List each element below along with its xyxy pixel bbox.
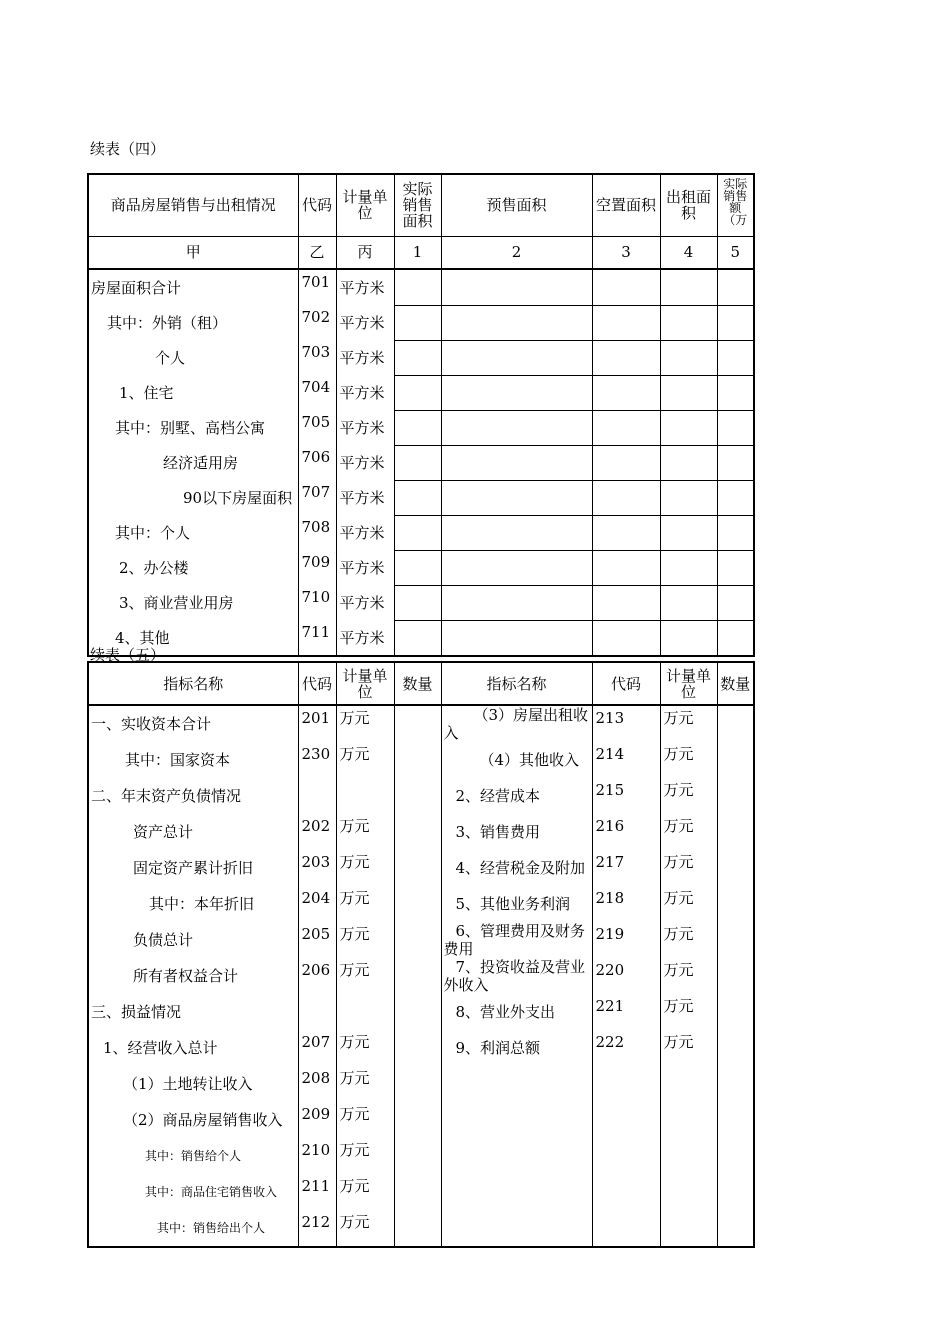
empty-cell — [592, 1138, 660, 1174]
row-name: 90以下房屋面积 — [88, 480, 298, 515]
cell-quantity-right[interactable] — [717, 742, 754, 778]
row-name-right: 7、投资收益及营业外收入 — [441, 958, 592, 994]
cell-quantity-right[interactable] — [717, 922, 754, 958]
header-unit: 计量单位 — [336, 662, 394, 705]
header-code-right: 代码 — [592, 662, 660, 705]
row-unit — [336, 778, 394, 814]
cell-quantity[interactable] — [394, 922, 441, 958]
row-unit: 万元 — [336, 742, 394, 778]
row-unit: 万元 — [336, 1174, 394, 1210]
row-unit: 平方米 — [336, 480, 394, 515]
row-name: 房屋面积合计 — [88, 269, 298, 305]
header-unit-right: 计量单位 — [660, 662, 717, 705]
row-unit: 平方米 — [336, 550, 394, 585]
row-unit: 万元 — [336, 1030, 394, 1066]
row-unit: 平方米 — [336, 340, 394, 375]
cell-vacant-area[interactable] — [592, 550, 660, 585]
cell-actual-sales-area[interactable] — [394, 515, 441, 550]
row-unit-right: 万元 — [660, 705, 717, 742]
row-name: 1、住宅 — [88, 375, 298, 410]
row-unit-right: 万元 — [660, 1030, 717, 1066]
cell-presale-area[interactable] — [441, 550, 592, 585]
row-name: 二、年末资产负债情况 — [88, 778, 298, 814]
cell-actual-sales-area[interactable] — [394, 410, 441, 445]
row-unit: 万元 — [336, 850, 394, 886]
row-name-right: （3）房屋出租收入 — [441, 705, 592, 742]
cell-quantity[interactable] — [394, 814, 441, 850]
cell-actual-sales-area[interactable] — [394, 269, 441, 305]
empty-cell — [660, 1066, 717, 1102]
row-name: 其中：销售给个人 — [88, 1138, 298, 1174]
row-unit-right: 万元 — [660, 850, 717, 886]
cell-vacant-area[interactable] — [592, 340, 660, 375]
row-unit: 万元 — [336, 886, 394, 922]
cell-actual-sales-area[interactable] — [394, 340, 441, 375]
row-name-right: （4）其他收入 — [441, 742, 592, 778]
header-indicator-name: 指标名称 — [88, 662, 298, 705]
row-code: 703 — [298, 340, 336, 375]
table-row — [88, 705, 754, 742]
row-unit: 平方米 — [336, 445, 394, 480]
row-name: 个人 — [88, 340, 298, 375]
table-row — [88, 814, 754, 850]
table-row — [88, 922, 754, 958]
cell-actual-sales-amount[interactable] — [717, 585, 754, 620]
table-row — [88, 994, 754, 1030]
row-code: 206 — [298, 958, 336, 994]
row-code: 211 — [298, 1174, 336, 1210]
table-row — [88, 1066, 754, 1102]
row-code: 701 — [298, 269, 336, 305]
table-row — [88, 620, 754, 656]
cell-presale-area[interactable] — [441, 269, 592, 305]
row-unit: 万元 — [336, 958, 394, 994]
header-code: 代码 — [298, 662, 336, 705]
row-code: 210 — [298, 1138, 336, 1174]
cell-quantity-right[interactable] — [717, 886, 754, 922]
cell-rental-area[interactable] — [660, 340, 717, 375]
cell-actual-sales-amount[interactable] — [717, 515, 754, 550]
empty-cell — [592, 1210, 660, 1247]
cell-rental-area[interactable] — [660, 445, 717, 480]
cell-rental-area[interactable] — [660, 305, 717, 340]
cell-actual-sales-amount[interactable] — [717, 620, 754, 656]
row-unit: 万元 — [336, 705, 394, 742]
subheader-yi: 乙 — [298, 236, 336, 269]
row-code-right: 216 — [592, 814, 660, 850]
row-code: 208 — [298, 1066, 336, 1102]
row-name-right: 2、经营成本 — [441, 778, 592, 814]
table-row — [88, 410, 754, 445]
row-name: 2、办公楼 — [88, 550, 298, 585]
row-name-right: 9、利润总额 — [441, 1030, 592, 1066]
row-unit: 万元 — [336, 1138, 394, 1174]
row-code-right: 218 — [592, 886, 660, 922]
cell-quantity[interactable] — [394, 1174, 441, 1210]
cell-actual-sales-amount[interactable] — [717, 305, 754, 340]
table-row — [88, 269, 754, 305]
table-row — [88, 850, 754, 886]
table-row — [88, 340, 754, 375]
subheader-col1: 1 — [394, 236, 441, 269]
row-unit-right: 万元 — [660, 778, 717, 814]
row-code-right: 215 — [592, 778, 660, 814]
row-name: 资产总计 — [88, 814, 298, 850]
row-name-right: 4、经营税金及附加 — [441, 850, 592, 886]
table-row — [88, 305, 754, 340]
row-code: 708 — [298, 515, 336, 550]
row-name: 其中：商品住宅销售收入 — [88, 1174, 298, 1210]
subheader-col3: 3 — [592, 236, 660, 269]
row-unit-right: 万元 — [660, 958, 717, 994]
cell-rental-area[interactable] — [660, 620, 717, 656]
row-name: 其中：国家资本 — [88, 742, 298, 778]
empty-cell — [717, 1138, 754, 1174]
row-name-right: 5、其他业务利润 — [441, 886, 592, 922]
row-code: 706 — [298, 445, 336, 480]
row-code: 202 — [298, 814, 336, 850]
row-code-right: 220 — [592, 958, 660, 994]
cell-actual-sales-area[interactable] — [394, 550, 441, 585]
row-code: 230 — [298, 742, 336, 778]
row-name: 三、损益情况 — [88, 994, 298, 1030]
cell-presale-area[interactable] — [441, 375, 592, 410]
table-row — [88, 585, 754, 620]
row-unit — [336, 994, 394, 1030]
cell-vacant-area[interactable] — [592, 620, 660, 656]
empty-cell — [441, 1102, 592, 1138]
cell-vacant-area[interactable] — [592, 480, 660, 515]
empty-cell — [717, 1210, 754, 1247]
cell-actual-sales-area[interactable] — [394, 585, 441, 620]
cell-vacant-area[interactable] — [592, 375, 660, 410]
table-row — [88, 515, 754, 550]
header-unit: 计量单位 — [336, 174, 394, 236]
row-unit: 万元 — [336, 1066, 394, 1102]
empty-cell — [660, 1174, 717, 1210]
row-name: 其中：销售给出个人 — [88, 1210, 298, 1247]
cell-actual-sales-amount[interactable] — [717, 269, 754, 305]
cell-presale-area[interactable] — [441, 480, 592, 515]
cell-quantity-right[interactable] — [717, 850, 754, 886]
cell-actual-sales-area[interactable] — [394, 480, 441, 515]
table-row — [88, 480, 754, 515]
table-row — [88, 1174, 754, 1210]
row-code: 207 — [298, 1030, 336, 1066]
header-vacant-area: 空置面积 — [592, 174, 660, 236]
table-row — [88, 778, 754, 814]
cell-vacant-area[interactable] — [592, 305, 660, 340]
empty-cell — [592, 1174, 660, 1210]
row-code: 710 — [298, 585, 336, 620]
cell-rental-area[interactable] — [660, 585, 717, 620]
cell-actual-sales-amount[interactable] — [717, 480, 754, 515]
cell-actual-sales-amount[interactable] — [717, 550, 754, 585]
row-name: 其中：外销（租） — [88, 305, 298, 340]
row-name: 固定资产累计折旧 — [88, 850, 298, 886]
cell-quantity[interactable] — [394, 1066, 441, 1102]
row-unit: 万元 — [336, 1102, 394, 1138]
empty-cell — [592, 1066, 660, 1102]
cell-quantity[interactable] — [394, 850, 441, 886]
row-name: 3、商业营业用房 — [88, 585, 298, 620]
cell-quantity[interactable] — [394, 742, 441, 778]
subheader-col2: 2 — [441, 236, 592, 269]
row-name-right: 3、销售费用 — [441, 814, 592, 850]
cell-quantity[interactable] — [394, 1138, 441, 1174]
cell-vacant-area[interactable] — [592, 445, 660, 480]
cell-actual-sales-area[interactable] — [394, 445, 441, 480]
header-presale-area: 预售面积 — [441, 174, 592, 236]
table-row — [88, 886, 754, 922]
header-actual-sales-area: 实际销售面积 — [394, 174, 441, 236]
row-code: 702 — [298, 305, 336, 340]
header-sales-rental: 商品房屋销售与出租情况 — [88, 174, 298, 236]
empty-cell — [660, 1210, 717, 1247]
row-name: 其中：本年折旧 — [88, 886, 298, 922]
cell-quantity[interactable] — [394, 1030, 441, 1066]
row-name: 一、实收资本合计 — [88, 705, 298, 742]
cell-rental-area[interactable] — [660, 410, 717, 445]
row-code — [298, 994, 336, 1030]
cell-rental-area[interactable] — [660, 515, 717, 550]
empty-cell — [441, 1210, 592, 1247]
cell-vacant-area[interactable] — [592, 269, 660, 305]
row-code: 705 — [298, 410, 336, 445]
cell-actual-sales-amount[interactable] — [717, 445, 754, 480]
cell-actual-sales-amount[interactable] — [717, 375, 754, 410]
cell-quantity-right[interactable] — [717, 1030, 754, 1066]
cell-quantity[interactable] — [394, 1210, 441, 1247]
row-unit: 平方米 — [336, 375, 394, 410]
cell-presale-area[interactable] — [441, 410, 592, 445]
table-row — [88, 1210, 754, 1247]
header-rental-area: 出租面积 — [660, 174, 717, 236]
row-name: 负债总计 — [88, 922, 298, 958]
row-unit: 平方米 — [336, 410, 394, 445]
cell-quantity[interactable] — [394, 705, 441, 742]
cell-presale-area[interactable] — [441, 585, 592, 620]
row-code-right: 214 — [592, 742, 660, 778]
row-code-right: 221 — [592, 994, 660, 1030]
cell-rental-area[interactable] — [660, 550, 717, 585]
row-code: 212 — [298, 1210, 336, 1247]
row-unit: 万元 — [336, 1210, 394, 1247]
row-code: 709 — [298, 550, 336, 585]
row-code-right: 217 — [592, 850, 660, 886]
row-code: 704 — [298, 375, 336, 410]
row-unit: 平方米 — [336, 515, 394, 550]
cell-vacant-area[interactable] — [592, 515, 660, 550]
empty-cell — [717, 1066, 754, 1102]
cell-actual-sales-amount[interactable] — [717, 410, 754, 445]
sales-rental-table — [87, 173, 755, 657]
subheader-jia: 甲 — [88, 236, 298, 269]
cell-actual-sales-area[interactable] — [394, 620, 441, 656]
header-indicator-name-right: 指标名称 — [441, 662, 592, 705]
empty-cell — [441, 1138, 592, 1174]
cell-rental-area[interactable] — [660, 480, 717, 515]
row-name: 所有者权益合计 — [88, 958, 298, 994]
row-name: 1、经营收入总计 — [88, 1030, 298, 1066]
empty-cell — [592, 1102, 660, 1138]
row-code: 711 — [298, 620, 336, 656]
row-unit-right: 万元 — [660, 994, 717, 1030]
cell-quantity-right[interactable] — [717, 705, 754, 742]
cell-vacant-area[interactable] — [592, 410, 660, 445]
cell-presale-area[interactable] — [441, 445, 592, 480]
cell-quantity[interactable] — [394, 886, 441, 922]
row-code-right: 213 — [592, 705, 660, 742]
row-unit: 平方米 — [336, 620, 394, 656]
row-code-right: 222 — [592, 1030, 660, 1066]
cell-quantity-right[interactable] — [717, 994, 754, 1030]
empty-cell — [717, 1174, 754, 1210]
cell-quantity-right[interactable] — [717, 778, 754, 814]
subheader-col4: 4 — [660, 236, 717, 269]
table5-caption: 续表（五） — [90, 646, 166, 664]
row-unit-right: 万元 — [660, 814, 717, 850]
row-name: （2）商品房屋销售收入 — [88, 1102, 298, 1138]
row-name: 其中：个人 — [88, 515, 298, 550]
empty-cell — [660, 1102, 717, 1138]
cell-rental-area[interactable] — [660, 375, 717, 410]
cell-presale-area[interactable] — [441, 515, 592, 550]
table-row — [88, 445, 754, 480]
empty-cell — [717, 1102, 754, 1138]
cell-quantity[interactable] — [394, 994, 441, 1030]
empty-cell — [660, 1138, 717, 1174]
row-name-right: 6、管理费用及财务费用 — [441, 922, 592, 958]
subheader-bing: 丙 — [336, 236, 394, 269]
row-unit-right: 万元 — [660, 886, 717, 922]
row-name: 4、其他 — [88, 620, 298, 656]
header-actual-sales-amount: 实际销售额（万 — [717, 174, 754, 236]
cell-quantity[interactable] — [394, 958, 441, 994]
row-name-right: 8、营业外支出 — [441, 994, 592, 1030]
cell-quantity[interactable] — [394, 778, 441, 814]
row-unit: 平方米 — [336, 269, 394, 305]
cell-vacant-area[interactable] — [592, 585, 660, 620]
row-code — [298, 778, 336, 814]
row-unit-right: 万元 — [660, 742, 717, 778]
cell-presale-area[interactable] — [441, 305, 592, 340]
cell-presale-area[interactable] — [441, 620, 592, 656]
indicator-table — [87, 661, 755, 1248]
header-quantity-right: 数量 — [717, 662, 754, 705]
table-row — [88, 958, 754, 994]
row-unit-right: 万元 — [660, 922, 717, 958]
row-code: 204 — [298, 886, 336, 922]
row-code: 707 — [298, 480, 336, 515]
table-row — [88, 550, 754, 585]
row-name: （1）土地转让收入 — [88, 1066, 298, 1102]
table-row — [88, 1138, 754, 1174]
table-row — [88, 742, 754, 778]
subheader-col5: 5 — [717, 236, 754, 269]
row-unit: 万元 — [336, 814, 394, 850]
row-code: 209 — [298, 1102, 336, 1138]
empty-cell — [441, 1066, 592, 1102]
cell-actual-sales-area[interactable] — [394, 305, 441, 340]
row-unit: 万元 — [336, 922, 394, 958]
cell-actual-sales-amount[interactable] — [717, 340, 754, 375]
header-quantity: 数量 — [394, 662, 441, 705]
cell-rental-area[interactable] — [660, 269, 717, 305]
table-row — [88, 1102, 754, 1138]
empty-cell — [441, 1174, 592, 1210]
cell-quantity-right[interactable] — [717, 958, 754, 994]
row-unit: 平方米 — [336, 305, 394, 340]
row-code: 205 — [298, 922, 336, 958]
row-code: 201 — [298, 705, 336, 742]
cell-quantity-right[interactable] — [717, 814, 754, 850]
row-code-right: 219 — [592, 922, 660, 958]
row-name: 其中：别墅、高档公寓 — [88, 410, 298, 445]
row-code: 203 — [298, 850, 336, 886]
row-unit: 平方米 — [336, 585, 394, 620]
row-name: 经济适用房 — [88, 445, 298, 480]
table-row — [88, 375, 754, 410]
header-code: 代码 — [298, 174, 336, 236]
table-row — [88, 1030, 754, 1066]
cell-actual-sales-area[interactable] — [394, 375, 441, 410]
table4-caption: 续表（四） — [90, 140, 166, 158]
cell-presale-area[interactable] — [441, 340, 592, 375]
cell-quantity[interactable] — [394, 1102, 441, 1138]
